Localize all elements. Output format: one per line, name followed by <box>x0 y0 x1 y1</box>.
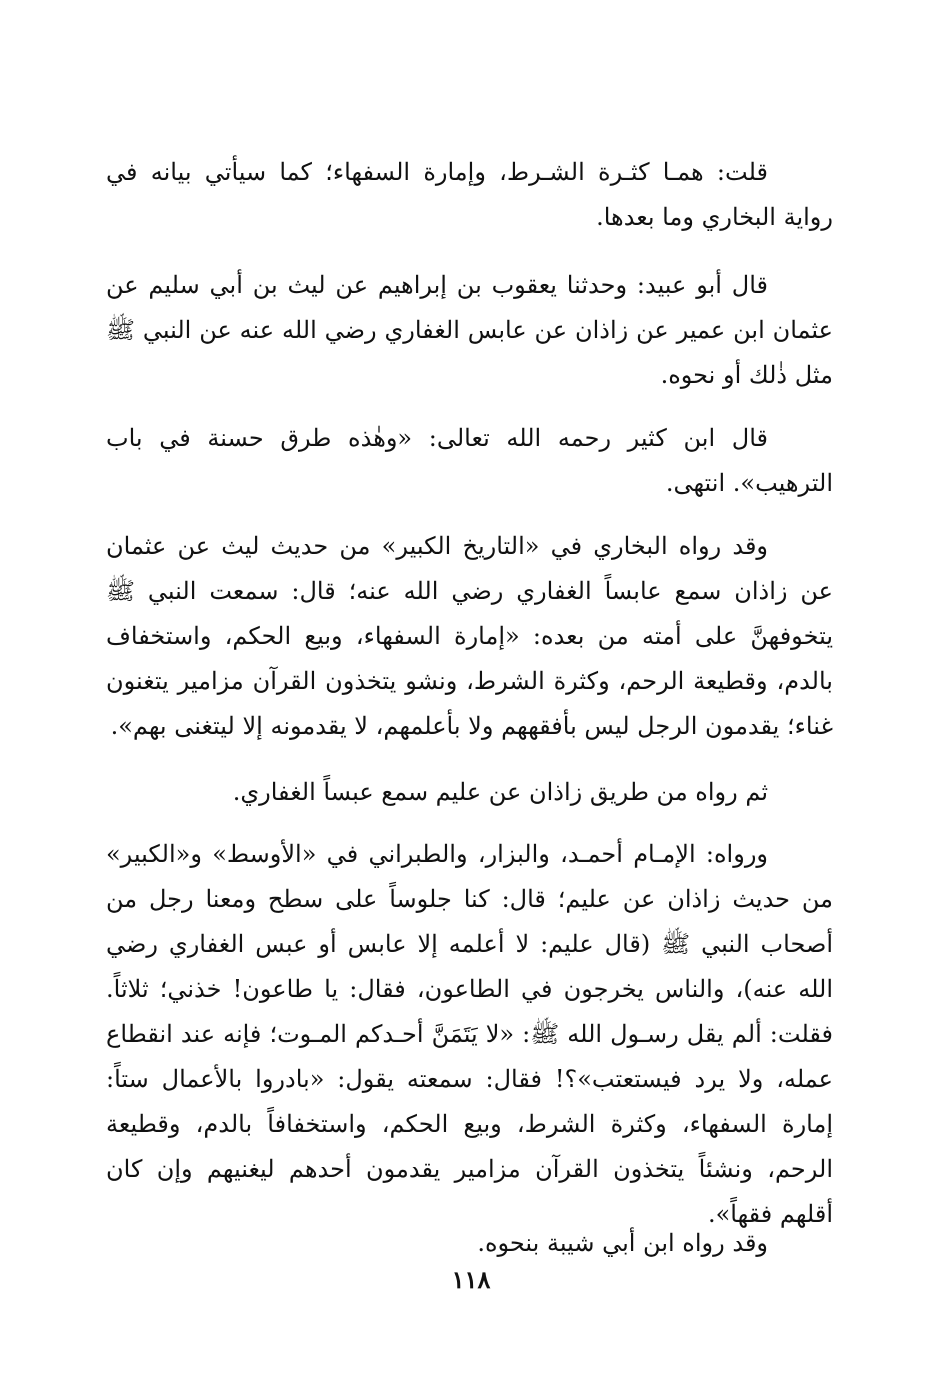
paragraph-ibn-kathir: قال ابن كثير رحمه الله تعالى: «وهٰذه طرق حسنة في باب الترهيب». انتهى. <box>106 424 833 497</box>
paragraph-zadhan-alim: ثم رواه من طريق زاذان عن عليم سمع عبساً الغفاري. <box>232 778 768 806</box>
paragraph-ibn-abi-shaybah: وقد رواه ابن أبي شيبة بنحوه. <box>477 1229 768 1257</box>
paragraph-qultu: قلت: همـا كثـرة الشـرط، وإمارة السفهاء؛ كما سيأتي بيانه في رواية البخاري وما بعدها. <box>106 158 833 231</box>
paragraph-abu-ubaid: قال أبو عبيد: وحدثنا يعقوب بن إبراهيم عن ليث بن أبي سليم عن عثمان ابن عمير عن زاذان عن عابس الغفاري رضي الله عنه عن النبي ﷺ مثل ذٰلك أو نحوه. <box>106 271 833 389</box>
paragraph-bukhari-tarikh: وقد رواه البخاري في «التاريخ الكبير» من حديث ليث عن عثمان عن زاذان سمع عابساً الغفاري رضي الله عنه؛ قال: سمعت النبي ﷺ يتخوفهنَّ على أمته من بعده: «إمارة السفهاء، وبيع الحكم، واستخفاف بالدم، وقطيعة الرحم، وكثرة الشرط، ونشو يتخذون القرآن مزامير يتغنون غناء؛ يقدمون الرجل ليس بأفقههم ولا بأعلمهم، لا يقدمونه إلا ليتغنى بهم». <box>106 532 833 740</box>
page-number: ١١٨ <box>451 1265 491 1294</box>
paragraph-ahmad-bazzar: ورواه: الإمـام أحمـد، والبزار، والطبراني في «الأوسط» و«الكبير» من حديث زاذان عن عليم؛ قال: كنا جلوساً على سطح ومعنا رجل من أصحاب النبي ﷺ (قال عليم: لا أعلمه إلا عابس أو عبس الغفاري رضي الله عنه)، والناس يخرجون في الطاعون، فقال: يا طاعون! خذني؛ ثلاثاً. فقلت: ألم يقل رسـول الله ﷺ: «لا يَتَمَنَّ أحـدكم المـوت؛ فإنه عند انقطاع عمله، ولا يرد فيستعتب»؟! فقال: سمعته يقول: «بادروا بالأعمال ستاً: إمارة السفهاء، وكثرة الشرط، وبيع الحكم، واستخفافاً بالدم، وقطيعة الرحم، ونشئاً يتخذون القرآن مزامير يقدمون أحدهم ليغنيهم وإن كان أقلهم فقهاً». <box>106 840 833 1228</box>
